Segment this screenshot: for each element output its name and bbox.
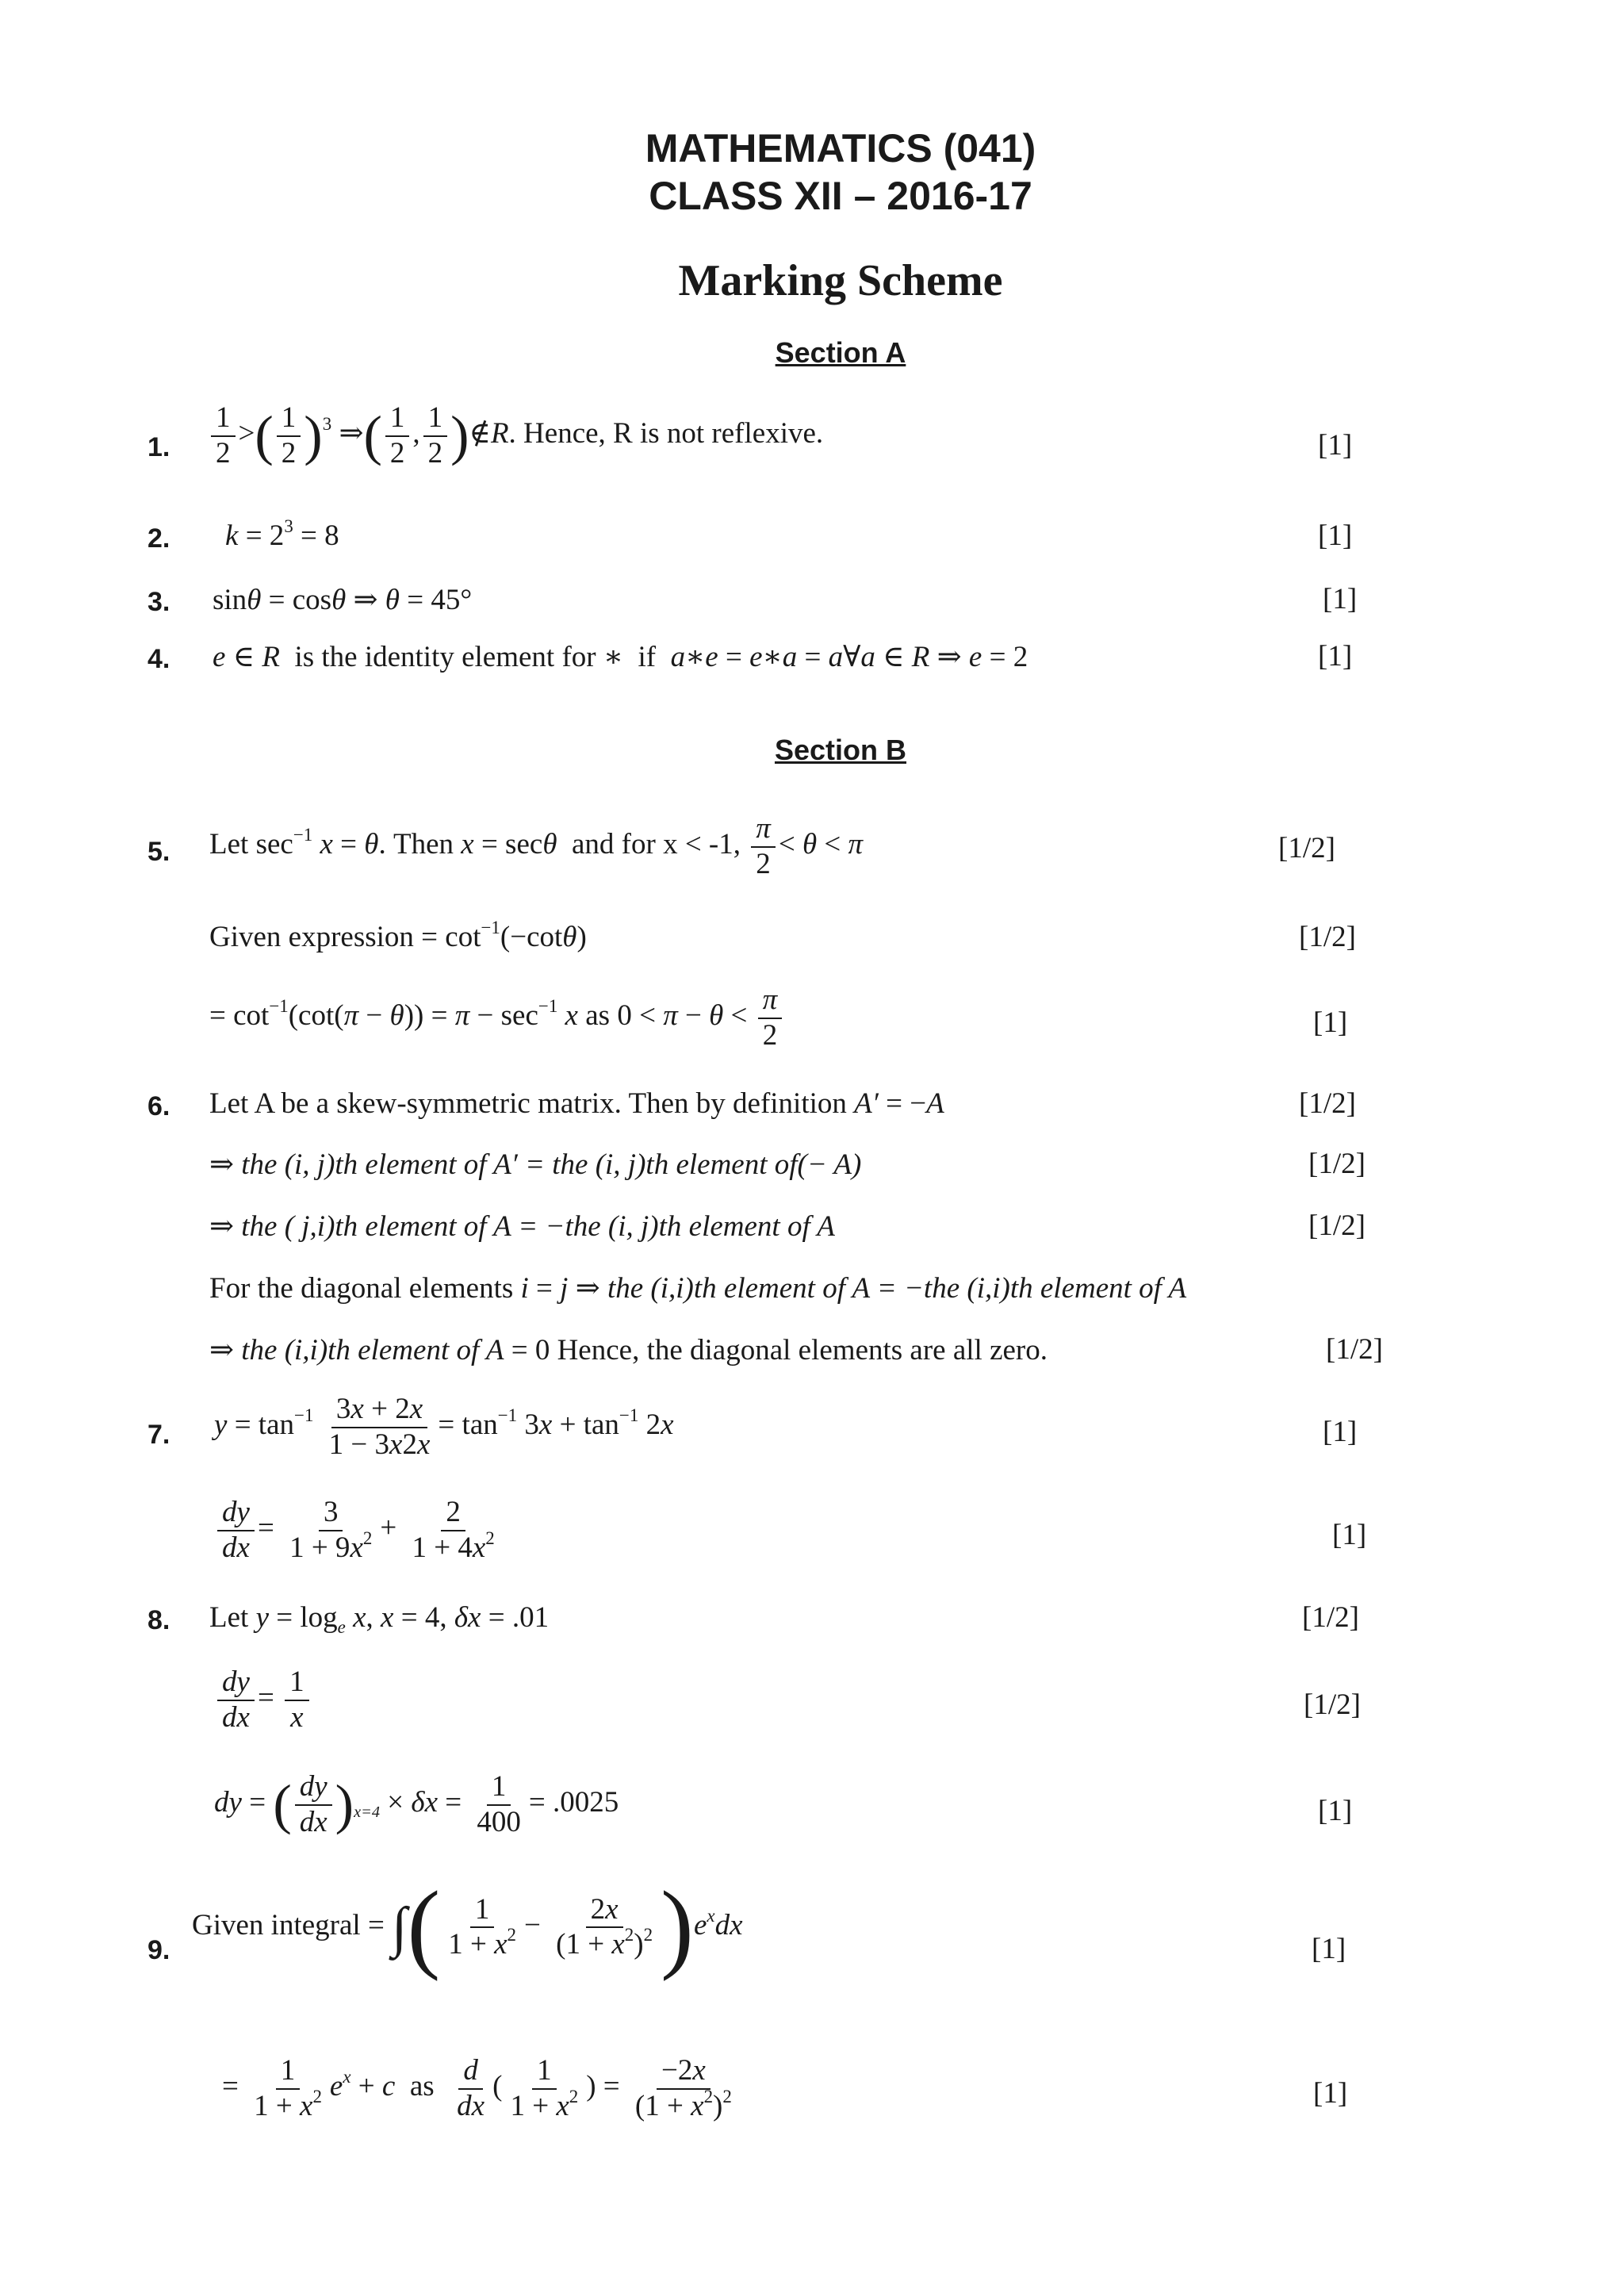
q8-line1: Let $y = \log_e x$, x = 4, δx = .01 [209,1601,550,1638]
q9-given: Given integral [192,1908,361,1941]
question-number: 4. [147,644,170,674]
mark: [1/2] [1299,921,1356,953]
document-class: CLASS XII – 2016-17 [649,174,1032,218]
q5-line2: Given expression = $\cot^{-1}(-\cot\theta)$ [209,917,587,953]
q5-let: Let [209,828,249,861]
q6-definition-text: Let A be a skew-symmetric matrix. Then by definition [209,1087,847,1120]
question-number: 9. [147,1935,170,1965]
mark: [1] [1323,1416,1358,1448]
q1-text: Hence, R is not reflexive. [523,417,824,450]
q8-let: Let [209,1601,249,1634]
document-title: Marking Scheme [678,256,1003,305]
q9-line1: Given integral = ∫( $\frac{1}{1 + x^2}$ − $\frac{2x}{(1 + x^2)^2}$ )$e^xdx$ [192,1872,743,1982]
q6-line5: ⇒ the (i,i)th element of A = 0 Hence, the diagonal elements are all zero. [209,1334,1048,1366]
q5-then: . Then [378,828,454,861]
q5-given: Given expression = [209,921,439,953]
mark: [1/2] [1326,1333,1383,1366]
mark: [1] [1318,640,1353,673]
q6-line4: For the diagonal elements i = j ⇒ the (i,i)th element of A = −the (i,i)th element of A [209,1272,1187,1305]
section-a-heading: Section A [775,336,906,369]
mark: [1/2] [1302,1601,1359,1634]
document-subject: MATHEMATICS (041) [645,126,1036,171]
mark: [1/2] [1308,1148,1365,1180]
mark: [1] [1312,1933,1346,1965]
q6-hence-text: Hence, the diagonal elements are all zero. [557,1334,1048,1366]
q7-line2: $\frac{dy}{dx}$ = $\frac{3}{1 + 9x^2}$ + $\frac{2}{1 + 4x^2}$ [214,1496,503,1565]
section-b-heading: Section B [774,734,907,766]
question-number: 8. [147,1605,170,1635]
q1-expression: $\frac{1}{2}$ >( $\frac{1}{2}$ )$^3$ ⇒( $\frac{1}{2}$ , $\frac{1}{2}$ )∉R. Hence, R is not reflexive. [208,401,823,470]
q8-line2: $\frac{dy}{dx}$ = $\frac{1}{x}$ [214,1665,312,1734]
q9-line2: = $\frac{1}{1 + x^2}$ $e^x + c$ as $\frac{d}{dx}$ ( $\frac{1}{1 + x^2}$ ) = $\frac{-2x}{(1 + x^2)^2}$ [222,2054,732,2122]
q8-line3: dy = ( $\frac{dy}{dx}$ )$_{x=4} \times \delta x$ = $\frac{1}{400}$ = .0025 [214,1770,619,1838]
q9-as: as [409,2070,435,2103]
q4-if: if [638,641,657,673]
mark: [1/2] [1299,1087,1356,1120]
mark: [1] [1323,583,1358,615]
mark: [1] [1313,1006,1348,1039]
mark: [1/2] [1308,1209,1365,1242]
mark: [1] [1332,1519,1367,1551]
mark: [1/2] [1304,1688,1361,1721]
mark: [1/2] [1278,832,1335,864]
question-number: 5. [147,837,170,867]
question-number: 3. [147,587,170,617]
q5-as: as [585,999,611,1033]
question-number: 1. [147,432,170,462]
q6-line3: ⇒ the ( j,i)th element of A = −the (i, j)th element of A [209,1210,835,1243]
q4-text: is the identity element for [294,641,596,673]
mark: [1] [1318,519,1353,552]
q4-expression: e ∈ R is the identity element for ∗ if a∗e = e∗a = a∀a ∈ R ⇒ e = 2 [213,641,1028,673]
question-number: 2. [147,523,170,554]
q6-line1: Let A be a skew-symmetric matrix. Then by definition A′ = −A [209,1087,944,1120]
mark: [1] [1318,429,1353,462]
q5-and-for: and for x < -1, [572,828,741,861]
q3-expression: sinθ = cosθ ⇒ θ = 45° [213,584,473,616]
mark: [1] [1313,2077,1348,2110]
mark: [1] [1318,1795,1353,1827]
q6-diag-text: For the diagonal elements [209,1272,514,1305]
question-number: 7. [147,1420,170,1450]
q7-line1: $y = \tan^{-1}$ $\frac{3x + 2x}{1 - 3x2x}$ = $\tan^{-1} 3x + \tan^{-1} 2x$ [214,1393,674,1461]
q5-line3: = $\cot^{-1}(\cot(\pi - \theta)) = \pi - \sec^{-1} x$ as 0 < π − θ < $\frac{\pi}{2}$ [209,983,785,1052]
q6-line2: ⇒ the (i, j)th element of A′ = the (i, j)th element of(− A) [209,1148,862,1181]
q5-line1: Let $\sec^{-1} x = \theta$. Then x = secθ and for x < -1, $\frac{\pi}{2}$ < θ < π [209,812,864,880]
question-number: 6. [147,1091,170,1121]
q2-expression: $k = 2^3 = 8$ [225,516,339,552]
